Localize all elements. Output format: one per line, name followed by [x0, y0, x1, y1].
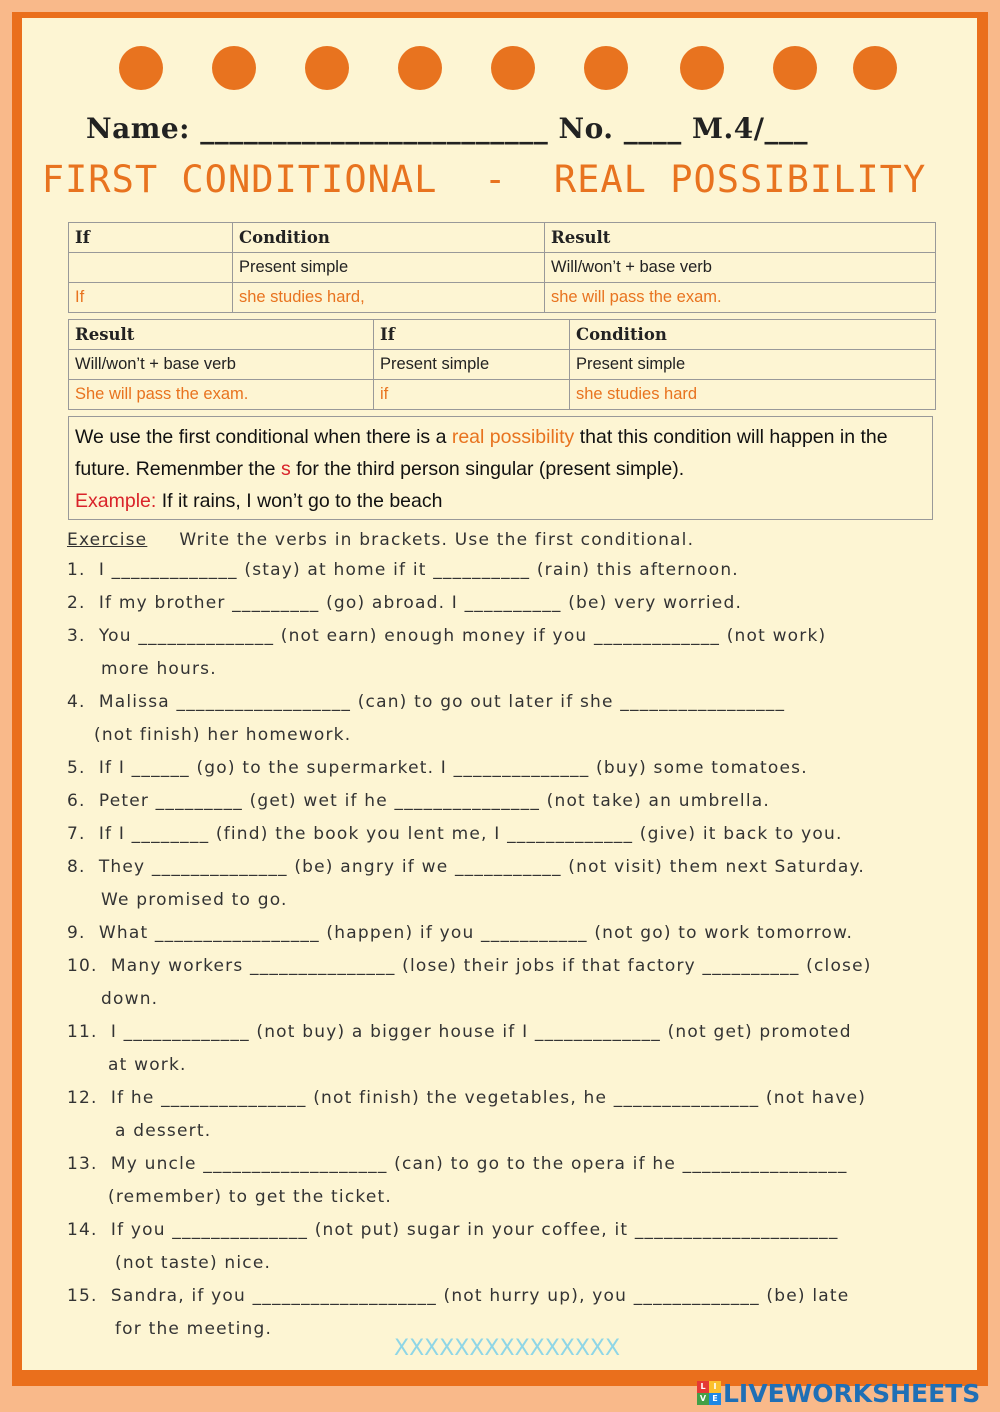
item-text[interactable]: If he _______________ (not finish) the vegetables, he _______________ (not have): [110, 1088, 867, 1108]
logo-letter: L: [697, 1381, 709, 1393]
item-continuation: down.: [101, 989, 159, 1009]
grammar-rule-box: [68, 416, 933, 520]
decorative-dot: [119, 46, 163, 90]
item-text[interactable]: I _____________ (not buy) a bigger house if I _____________ (not get) promoted: [110, 1022, 852, 1042]
table-cell: Present simple: [570, 350, 936, 380]
item-text[interactable]: If I ______ (go) to the supermarket. I ______________ (buy) some tomatoes.: [98, 758, 808, 778]
item-number: 3.: [67, 626, 86, 646]
table-row: [69, 380, 936, 410]
liveworksheets-icon: [697, 1381, 721, 1405]
table-example-cell: she studies hard,: [233, 283, 545, 313]
student-name-line[interactable]: Name: ________________________ No. ____ M.4/___: [86, 112, 808, 145]
table-example-cell: She will pass the exam.: [69, 380, 374, 410]
item-number: 2.: [67, 593, 86, 613]
item-number: 11.: [67, 1022, 98, 1042]
item-continuation: for the meeting.: [115, 1319, 273, 1339]
table-header-cell: If: [374, 320, 570, 350]
item-continuation: more hours.: [101, 659, 217, 679]
item-continuation: We promised to go.: [101, 890, 288, 910]
exercise-item[interactable]: [67, 1016, 977, 1082]
liveworksheets-logo[interactable]: [697, 1378, 980, 1408]
item-text[interactable]: Sandra, if you ___________________ (not hurry up), you _____________ (be) late: [110, 1286, 850, 1306]
decorative-dot: [212, 46, 256, 90]
table-header-cell: Condition: [570, 320, 936, 350]
decorative-dot: [853, 46, 897, 90]
decorative-dot: [398, 46, 442, 90]
exercise-header: [67, 530, 694, 550]
item-number: 7.: [67, 824, 86, 844]
item-text[interactable]: Peter _________ (get) wet if he _______________ (not take) an umbrella.: [98, 791, 770, 811]
item-text[interactable]: If you ______________ (not put) sugar in your coffee, it _____________________: [110, 1220, 839, 1240]
item-number: 13.: [67, 1154, 98, 1174]
item-number: 1.: [67, 560, 86, 580]
table-example-cell: if: [374, 380, 570, 410]
table-example-cell: she studies hard: [570, 380, 936, 410]
table-header-cell: Condition: [233, 223, 545, 253]
exercise-item[interactable]: [67, 587, 977, 620]
exercise-item[interactable]: [67, 752, 977, 785]
table-row: [69, 223, 936, 253]
table-cell: Will/won’t + base verb: [545, 253, 936, 283]
item-continuation: a dessert.: [115, 1121, 212, 1141]
table-cell: Will/won’t + base verb: [69, 350, 374, 380]
exercise-item[interactable]: [67, 1214, 977, 1280]
item-continuation[interactable]: (remember) to get the ticket.: [108, 1187, 392, 1207]
table-example-cell: If: [69, 283, 233, 313]
table-cell: [69, 253, 233, 283]
decorative-dot: [491, 46, 535, 90]
decorative-dots: [0, 46, 1000, 92]
item-text[interactable]: Many workers _______________ (lose) their jobs if that factory __________ (close): [110, 956, 872, 976]
exercise-item[interactable]: [67, 620, 977, 686]
rule-highlight: real possibility: [451, 426, 575, 448]
exercise-label: Exercise: [67, 530, 148, 550]
item-text[interactable]: What _________________ (happen) if you ___________ (not go) to work tomorrow.: [98, 923, 854, 943]
exercise-item[interactable]: [67, 1082, 977, 1148]
worksheet-title: FIRST CONDITIONAL - REAL POSSIBILITY: [41, 158, 927, 201]
liveworksheets-wordmark: LIVEWORKSHEETS: [723, 1378, 981, 1408]
exercise-item[interactable]: [67, 818, 977, 851]
item-number: 12.: [67, 1088, 98, 1108]
exercise-item[interactable]: [67, 851, 977, 917]
table-example-cell: she will pass the exam.: [545, 283, 936, 313]
item-number: 8.: [67, 857, 86, 877]
logo-letter: I: [709, 1381, 721, 1393]
decorative-dot: [680, 46, 724, 90]
item-continuation[interactable]: (not taste) nice.: [115, 1253, 272, 1273]
structure-table-if-first: [68, 222, 936, 313]
item-text[interactable]: I _____________ (stay) at home if it __________ (rain) this afternoon.: [98, 560, 739, 580]
item-number: 14.: [67, 1220, 98, 1240]
item-text[interactable]: You ______________ (not earn) enough money if you _____________ (not work): [98, 626, 827, 646]
rule-text: that this condition will happen in the future. Remenmber the: [75, 426, 888, 480]
item-number: 6.: [67, 791, 86, 811]
rule-text: for the third person singular (present simple).: [290, 458, 685, 480]
rule-text: We use the first conditional when there is a: [75, 426, 452, 448]
filler-text: XXXXXXXXXXXXXXX: [394, 1336, 621, 1361]
decorative-dot: [584, 46, 628, 90]
exercise-item[interactable]: [67, 554, 977, 587]
table-cell: Present simple: [374, 350, 570, 380]
example-label: Example:: [75, 490, 157, 512]
exercise-instruction: Write the verbs in brackets. Use the first conditional.: [179, 530, 695, 550]
exercise-item[interactable]: [67, 785, 977, 818]
item-number: 15.: [67, 1286, 98, 1306]
item-number: 9.: [67, 923, 86, 943]
table-header-cell: Result: [69, 320, 374, 350]
table-header-cell: If: [69, 223, 233, 253]
exercise-list: [67, 554, 977, 1346]
table-row: [69, 320, 936, 350]
item-continuation[interactable]: (not finish) her homework.: [94, 725, 352, 745]
item-number: 5.: [67, 758, 86, 778]
exercise-item[interactable]: [67, 686, 977, 752]
table-row: [69, 253, 936, 283]
logo-letter: E: [709, 1393, 721, 1405]
table-cell: Present simple: [233, 253, 545, 283]
item-continuation: at work.: [108, 1055, 187, 1075]
item-text[interactable]: Malissa __________________ (can) to go out later if she _________________: [98, 692, 786, 712]
item-text[interactable]: If I ________ (find) the book you lent me, I _____________ (give) it back to you.: [98, 824, 843, 844]
exercise-item[interactable]: [67, 917, 977, 950]
item-text[interactable]: My uncle ___________________ (can) to go to the opera if he _________________: [110, 1154, 848, 1174]
item-number: 10.: [67, 956, 98, 976]
table-header-cell: Result: [545, 223, 936, 253]
item-number: 4.: [67, 692, 86, 712]
logo-letter: V: [697, 1393, 709, 1405]
decorative-dot: [773, 46, 817, 90]
exercise-item[interactable]: [67, 950, 977, 1016]
structure-table-result-first: [68, 319, 936, 410]
item-text[interactable]: They ______________ (be) angry if we ___________ (not visit) them next Saturday.: [98, 857, 865, 877]
table-row: [69, 350, 936, 380]
exercise-item[interactable]: [67, 1148, 977, 1214]
example-text: If it rains, I won’t go to the beach: [156, 490, 443, 512]
rule-highlight: s: [280, 458, 291, 480]
table-row: [69, 283, 936, 313]
decorative-dot: [305, 46, 349, 90]
item-text[interactable]: If my brother _________ (go) abroad. I __________ (be) very worried.: [98, 593, 743, 613]
